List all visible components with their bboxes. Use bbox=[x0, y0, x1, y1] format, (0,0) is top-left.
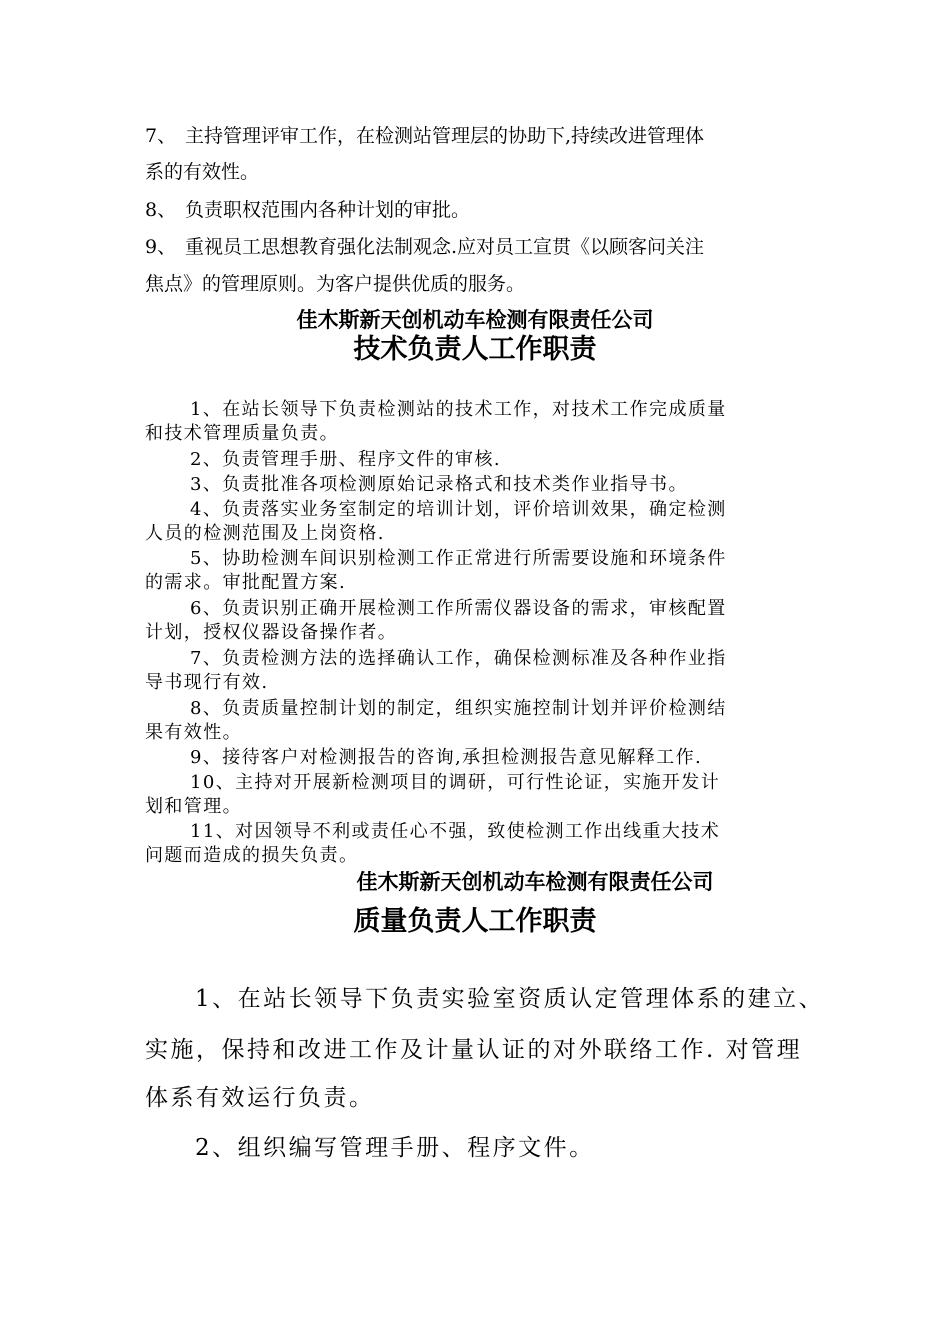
list-item: 9、 重视员工思想教育强化法制观念.应对员工宣贯《以顾客问关注 bbox=[145, 236, 705, 258]
text-line: 10、主持对开展新检测项目的调研，可行性论证，实施开发计 bbox=[190, 772, 721, 793]
text-line: 1、在站长领导下负责实验室资质认定管理体系的建立、 bbox=[195, 986, 825, 1012]
text-line: 8、负责质量控制计划的制定，组织实施控制计划并评价检测结 bbox=[190, 698, 727, 719]
text-line: 和技术管理质量负责。 bbox=[145, 423, 339, 444]
company-name: 佳木斯新天创机动车检测有限责任公司 bbox=[296, 308, 654, 332]
text-line: 2、组织编写管理手册、程序文件。 bbox=[195, 1135, 595, 1161]
section-title: 质量负责人工作职责 bbox=[353, 906, 597, 937]
text-line: 人员的检测范围及上岗资格. bbox=[145, 523, 385, 544]
text-line: 2、负责管理手册、程序文件的审核. bbox=[190, 449, 501, 470]
text-line: 11、对因领导不利或责任心不强，致使检测工作出线重大技术 bbox=[190, 821, 721, 842]
list-item-continuation: 系的有效性。 bbox=[145, 161, 260, 183]
text-line: 4、负责落实业务室制定的培训计划，评价培训效果，确定检测 bbox=[190, 499, 727, 520]
text-line: 5、协助检测车间识别检测工作正常进行所需要设施和环境条件 bbox=[190, 548, 727, 569]
text-line: 6、负责识别正确开展检测工作所需仪器设备的需求，审核配置 bbox=[190, 598, 727, 619]
list-item: 8、 负责职权范围内各种计划的审批。 bbox=[145, 199, 471, 221]
text-line: 1、在站长领导下负责检测站的技术工作，对技术工作完成质量 bbox=[190, 399, 727, 420]
text-line: 的需求。审批配置方案. bbox=[145, 572, 347, 593]
text-line: 3、负责批准各项检测原始记录格式和技术类作业指导书。 bbox=[190, 474, 688, 495]
text-line: 导书现行有效. bbox=[145, 672, 269, 693]
text-line: 果有效性。 bbox=[145, 722, 242, 743]
text-line: 计划，授权仪器设备操作者。 bbox=[145, 622, 398, 643]
list-item: 7、 主持管理评审工作，在检测站管理层的协助下,持续改进管理体 bbox=[145, 125, 705, 147]
text-line: 7、负责检测方法的选择确认工作，确保检测标准及各种作业指 bbox=[190, 648, 727, 669]
text-line: 问题而造成的损失负责。 bbox=[145, 845, 359, 866]
text-line: 体系有效运行负责。 bbox=[145, 1085, 375, 1111]
company-name: 佳木斯新天创机动车检测有限责任公司 bbox=[356, 870, 714, 894]
list-item-continuation: 焦点》的管理原则。为客户提供优质的服务。 bbox=[145, 273, 526, 295]
section-title: 技术负责人工作职责 bbox=[353, 334, 597, 365]
text-line: 9、接待客户对检测报告的咨询,承担检测报告意见解释工作. bbox=[190, 747, 703, 768]
text-line: 实施，保持和改进工作及计量认证的对外联络工作. 对管理 bbox=[145, 1037, 803, 1063]
text-line: 划和管理。 bbox=[145, 796, 242, 817]
